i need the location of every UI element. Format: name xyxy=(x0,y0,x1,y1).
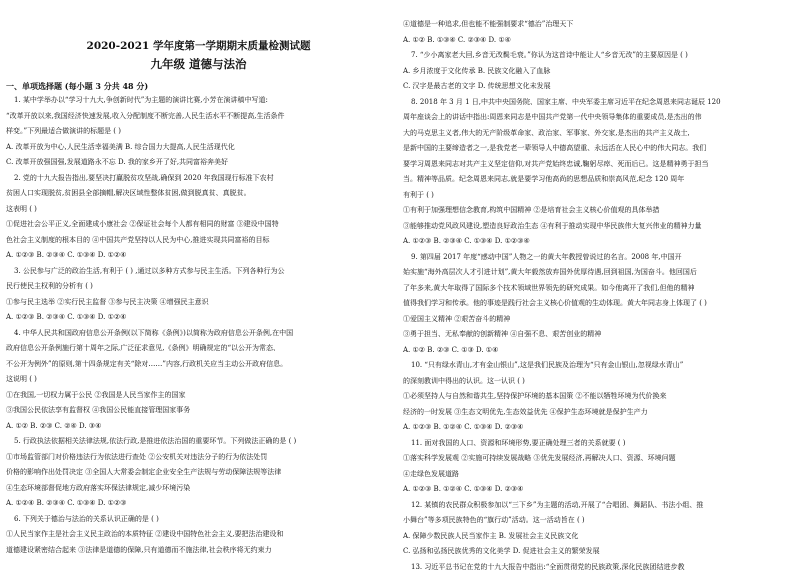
text-line: A. ①② B. ②③ C. ②④ D. ③④ xyxy=(6,421,102,430)
text-line: 小舞台”等多项民族特色的“旗行动”活动。这一活动旨在 ( ) xyxy=(403,516,585,524)
text-line: 要学习周恩来同志对共产主义坚定信仰,对共产党始终忠诚,鞠躬尽瘁、死而后已。这是精神勇于担当 xyxy=(403,159,709,168)
text-line: “改革开放以来,我国经济快速发展,收入分配制度不断完善,人民生活水平不断提高,生活条件 xyxy=(6,111,285,120)
text-line: C. 改革开放强国强,发展道路永不忘 D. 我的家乡开了好,共同富裕奔美好 xyxy=(6,158,229,166)
text-line: 了年多来,黄大年取得了国际多个技术领域世界领先的研究成果。如今他离开了我们,但他的精神 xyxy=(403,283,695,292)
text-line: ①落实科学发展观 ②实施可持续发展战略 ③优先发展经济,再解决人口、资源、环境问题 xyxy=(403,454,676,462)
text-line: 4. 中华人民共和国政府信息公开条例(以下简称《条例》)以简称为政府信息公开条例,在中国 xyxy=(14,328,294,337)
text-line: ①市场监管部门对价格违法行为依法进行查处 ②公安机关对违法分子的行为依法处罚 xyxy=(6,452,268,461)
text-line: A. ①② B. ②③ C. ①③ D. ①④ xyxy=(403,345,499,354)
text-line: 道德建设紧密结合起来 ③法律是道德的保障,只有道德而不施法律,社会秩序将无约束力 xyxy=(6,545,272,554)
text-line: ①人民当家作主是社会主义民主政治的本质特征 ②建设中国特色社会主义,要把法治建设和 xyxy=(6,530,284,538)
text-line: A. ①②③ B. ②③④ C. ①③④ D. ①②④ xyxy=(6,251,127,259)
text-line: A. 乡月浓度于文化传承 B. 民族文化融入了血脉 xyxy=(403,66,551,75)
text-line: 5. 行政执法依据相关法律法规,依法行政,是推进依法治国的重要环节。下列做法正确的是 ( ) xyxy=(14,437,297,445)
text-line: ④道德是一种追求,但也能不能强制要求“德治”治理天下 xyxy=(403,20,574,28)
text-line: 贫困人口实现脱贫,贫困县全部摘帽,解决区域性整体贫困,做到脱真贫、真脱贫。 xyxy=(6,189,251,197)
text-line: ④走绿色发展道路 xyxy=(403,469,459,478)
text-line: A. ①②③ B. ①②④ C. ①③④ D. ②③④ xyxy=(403,485,524,493)
right-column xyxy=(397,0,794,571)
text-line: 样变。”下列最适合做演讲的标题是 ( ) xyxy=(6,127,121,135)
text-line: 这表明 ( ) xyxy=(6,204,37,213)
text-line: 价格的影响作出处罚决定 ③全国人大常委会制定企业安全生产法规与劳动保障法规等法律 xyxy=(6,468,282,476)
text-line: 色社会主义制度的根本目的 ④中国共产党坚持以人民为中心,推进实现共同富裕的目标 xyxy=(6,235,270,244)
text-line: C. 汉字是最古老的文字 D. 传统思想文化未发展 xyxy=(403,82,551,90)
text-line: 民行使民主权利的分析有 ( ) xyxy=(6,282,93,290)
text-line: 8. 2018 年 3 月 1 日,中共中央国务院、国家主席、中央军委主席习近平在纪念周恩来同志诞辰 120 xyxy=(411,97,721,106)
text-line: 是新中国的主要缔造者之一,是我党老一辈领导人中德高望重、永远活在人民心中的伟大同志。我们 xyxy=(403,144,707,152)
text-line: A. 改革开放为中心,人民生活幸福美满 B. 综合国力大提高,人民生活现代化 xyxy=(6,142,235,151)
text-line: 7. “少小离家老大回,乡音无改鬓毛衰。”你认为这首诗中能让人“乡音无改”的主要原因是 ( ) xyxy=(411,51,688,59)
text-line: 大的马克思主义者,伟大的无产阶级革命家、政治家、军事家、外交家,是杰出的共产主义战士, xyxy=(403,128,690,137)
text-line: ④生态环境部督促地方政府落实环保法律规定,减少环境污染 xyxy=(6,483,191,492)
text-line: ③我国公民依法享有监督权 ④我国公民能直接管理国家事务 xyxy=(6,406,191,414)
text-line: 值得我们学习和传承。他的事迹是践行社会主义核心价值观的生动体现。黄大年同志身上体现了 ( ) xyxy=(403,299,707,307)
text-line: C. 弘扬和弘扬民族优秀的文化美学 D. 促进社会主义的繁荣发展 xyxy=(403,547,600,555)
left-column xyxy=(0,0,397,561)
text-line: 2. 党的十九大报告指出,要坚决打赢脱贫攻坚战,确保到 2020 年我国现行标准下农村 xyxy=(14,173,274,182)
section-heading: 一、单项选择题 (每小题 3 分共 48 分) xyxy=(6,81,149,91)
text-line: ①爱国主义精神 ②艰苦奋斗的精神 xyxy=(403,314,511,323)
text-line: ①参与民主选举 ②实行民主监督 ③参与民主决策 ④增强民主意识 xyxy=(6,297,209,306)
exam-title: 2020-2021 学年度第一学期期末质量检测试题 xyxy=(86,40,311,52)
text-line: 当。精神等品质。纪念周恩来同志,就是要学习他高尚的思想品质和崇高风范,纪念 120 周年 xyxy=(403,175,685,183)
text-line: ①必须坚持人与自然和谐共生,坚持保护环境的基本国策 ②不能以牺牲环境为代价换来 xyxy=(403,392,667,400)
text-line: A. ①②③ B. ②③④ C. ①③④ D. ①②④ xyxy=(6,313,127,321)
text-line: 这说明 ( ) xyxy=(6,375,37,383)
text-line: 6. 下列关于德治与法治的关系认识正确的是 ( ) xyxy=(14,514,159,523)
text-line: A. ①② B. ①③④ C. ②③④ D. ①④ xyxy=(403,35,511,44)
text-line: 3. 公民参与广泛的政治生活,有利于 ( ) ,通过以多种方式参与民主生活。下列各种行为公 xyxy=(14,266,285,275)
text-line: 12. 某镇的农民群众积极参加以“三下乡”为主题的活动,开展了“合唱团、舞蹈队、书法小组、推 xyxy=(411,500,704,509)
text-line: ①有利于加强理想信念教育,构筑中国精神 ②是培育社会主义核心价值观的具体举措 xyxy=(403,206,660,214)
text-line: 的深刻教训中得出的认识。这一认识 ( ) xyxy=(403,376,525,385)
text-line: 10. “只有绿水青山,才有金山银山”,这是我们民族及治理为“只有金山银山,忽视绿水青山” xyxy=(411,361,684,369)
text-line: 经济的一时发展 ③生态文明优先,生态效益优先 ④保护生态环境就是保护生产力 xyxy=(403,407,648,416)
text-line: 始实施“海外高层次人才引进计划”,黄大年毅然放弃国外优厚待遇,回到祖国,为国奋斗。他回国后 xyxy=(403,268,697,276)
text-line: 政府信息公开条例施行第十周年之际,广泛征求意见,《条例》明确规定的“以公开为常态、 xyxy=(6,344,281,352)
text-line: ③能够推动党风政风建设,塑造良好政治生态 ④有利于推动实现中华民族伟大复兴伟业的精神力量 xyxy=(403,221,702,230)
text-line: A. ①②③ B. ①②④ C. ①③④ D. ②③④ xyxy=(403,423,524,431)
text-line: A. ①②③ B. ②③④ C. ①③④ D. ①②③④ xyxy=(403,237,530,245)
text-line: 不公开为例外”的原则,第十四条规定有关“除对……”内容,行政机关应当主动公开政府信息。 xyxy=(6,359,288,368)
text-line: ③勇于担当、无私奉献的创新精神 ④自强不息、艰苦创业的精神 xyxy=(403,330,602,338)
text-line: ①促进社会公平正义,全面建成小康社会 ②保证社会每个人都有相同的财富 ③建设中国特 xyxy=(6,220,279,228)
text-line: 有利于 ( ) xyxy=(403,190,434,199)
text-line: 11. 面对我国的人口、资源和环境形势,要正确处理三者的关系就要 ( ) xyxy=(411,438,626,447)
text-line: 周年座谈会上的讲话中指出:周恩来同志是中国共产党第一代中央领导集体的重要成员,是杰出的伟 xyxy=(403,113,702,121)
text-line: A. 保障少数民族人民当家作主 B. 发展社会主义民族文化 xyxy=(403,531,579,540)
text-line: ①在我国,一切权力属于公民 ②我国是人民当家作主的国家 xyxy=(6,390,186,399)
text-line: 1. 某中学举办以“学习十九大,争创新时代”为主题的演讲比赛,小芳在演讲稿中写道: xyxy=(14,96,268,104)
text-line: 13. 习近平总书记在党的十九大报告中指出:“全面贯彻党的民族政策,深化民族团结进步教 xyxy=(411,562,685,571)
exam-subtitle: 九年级 道德与法治 xyxy=(150,57,247,71)
text-line: 9. 第四届 2017 年度“感动中国”人物之一的黄大年教授曾说过的名言。2008 年,中国开 xyxy=(411,252,682,261)
text-line: A. ①②④ B. ②③④ C. ①③④ D. ①②③ xyxy=(6,499,127,507)
